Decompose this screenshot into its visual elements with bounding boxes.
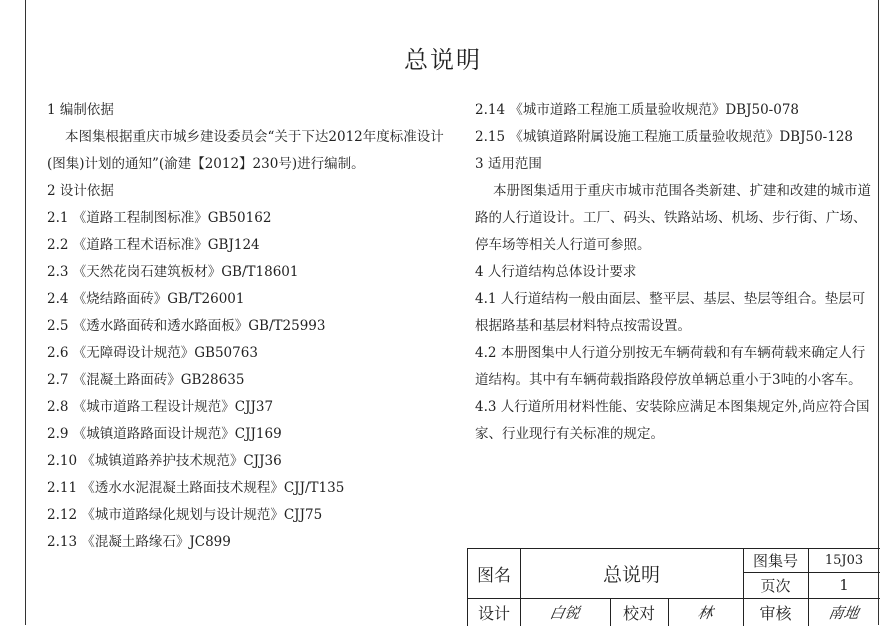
text-line: 2.14 《城市道路工程施工质量验收规范》DBJ50-078 (475, 102, 800, 118)
review-signature: 南地 (827, 603, 861, 622)
text-line: 2.8 《城市道路工程设计规范》CJJ37 (47, 399, 274, 415)
text-line: 3 适用范围 (475, 156, 542, 172)
title-block (467, 548, 880, 626)
text-line: 2.12 《城市道路绿化规划与设计规范》CJJ75 (47, 507, 323, 523)
text-line: 本册图集适用于重庆市城市范围各类新建、扩建和改建的城市道 (493, 183, 871, 199)
name-value: 总说明 (602, 564, 660, 586)
design-signature: 白锐 (548, 603, 582, 622)
text-line: 2.13 《混凝土路缘石》JC899 (47, 534, 231, 550)
text-line: 2.11 《透水水泥混凝土路面技术规程》CJJ/T135 (47, 480, 345, 496)
review-label: 审核 (759, 603, 792, 623)
text-line: 停车场等相关人行道可参照。 (475, 237, 651, 253)
text-line: 2.15 《城镇道路附属设施工程施工质量验收规范》DBJ50-128 (475, 129, 854, 145)
text-line: 4 人行道结构总体设计要求 (475, 264, 637, 280)
name-label: 图名 (477, 566, 511, 586)
text-line: 家、行业现行有关标准的规定。 (475, 426, 664, 442)
text-line: 2.4 《烧结路面砖》GB/T26001 (47, 291, 245, 307)
atlas-label: 图集号 (752, 552, 798, 570)
page-value: 1 (839, 576, 849, 594)
drawing-border-right (878, 0, 879, 625)
text-line: 2.2 《道路工程术语标准》GBJ124 (47, 237, 260, 253)
text-line: 2 设计依据 (47, 183, 114, 199)
text-line: 2.5 《透水路面砖和透水路面板》GB/T25993 (47, 318, 326, 334)
page-label: 页次 (760, 576, 791, 595)
text-line: 2.10 《城镇道路养护技术规范》CJJ36 (47, 453, 282, 469)
page-title: 总说明 (404, 46, 482, 74)
text-line: 4.2 本册图集中人行道分别按无车辆荷载和有车辆荷载来确定人行 (475, 345, 866, 361)
atlas-value: 15J03 (824, 553, 864, 568)
text-line: 路的人行道设计。工厂、码头、铁路站场、机场、步行街、广场、 (475, 210, 867, 226)
design-label: 设计 (477, 603, 510, 623)
text-line: 4.3 人行道所用材料性能、安装除应满足本图集规定外,尚应符合国 (475, 399, 870, 415)
text-line: 根据路基和基层材料特点按需设置。 (475, 318, 691, 334)
text-line: 本图集根据重庆市城乡建设委员会“关于下达2012年度标准设计 (65, 129, 444, 145)
text-line: (图集)计划的通知”(渝建【2012】230号)进行编制。 (47, 156, 365, 172)
text-line: 2.9 《城镇道路路面设计规范》CJJ169 (47, 426, 282, 442)
text-line: 2.7 《混凝土路面砖》GB28635 (47, 372, 245, 388)
text-line: 4.1 人行道结构一般由面层、整平层、基层、垫层等组合。垫层可 (475, 291, 866, 307)
text-line: 道结构。其中有车辆荷载指路段停放单辆总重小于3吨的小客车。 (475, 372, 862, 388)
check-signature: 林 (696, 603, 715, 622)
text-line: 2.1 《道路工程制图标准》GB50162 (47, 210, 272, 226)
text-line: 2.6 《无障碍设计规范》GB50763 (47, 345, 258, 361)
text-line: 1 编制依据 (47, 102, 114, 118)
drawing-border-left (25, 0, 26, 625)
text-line: 2.3 《天然花岗石建筑板材》GB/T18601 (47, 264, 299, 280)
check-label: 校对 (622, 603, 655, 623)
